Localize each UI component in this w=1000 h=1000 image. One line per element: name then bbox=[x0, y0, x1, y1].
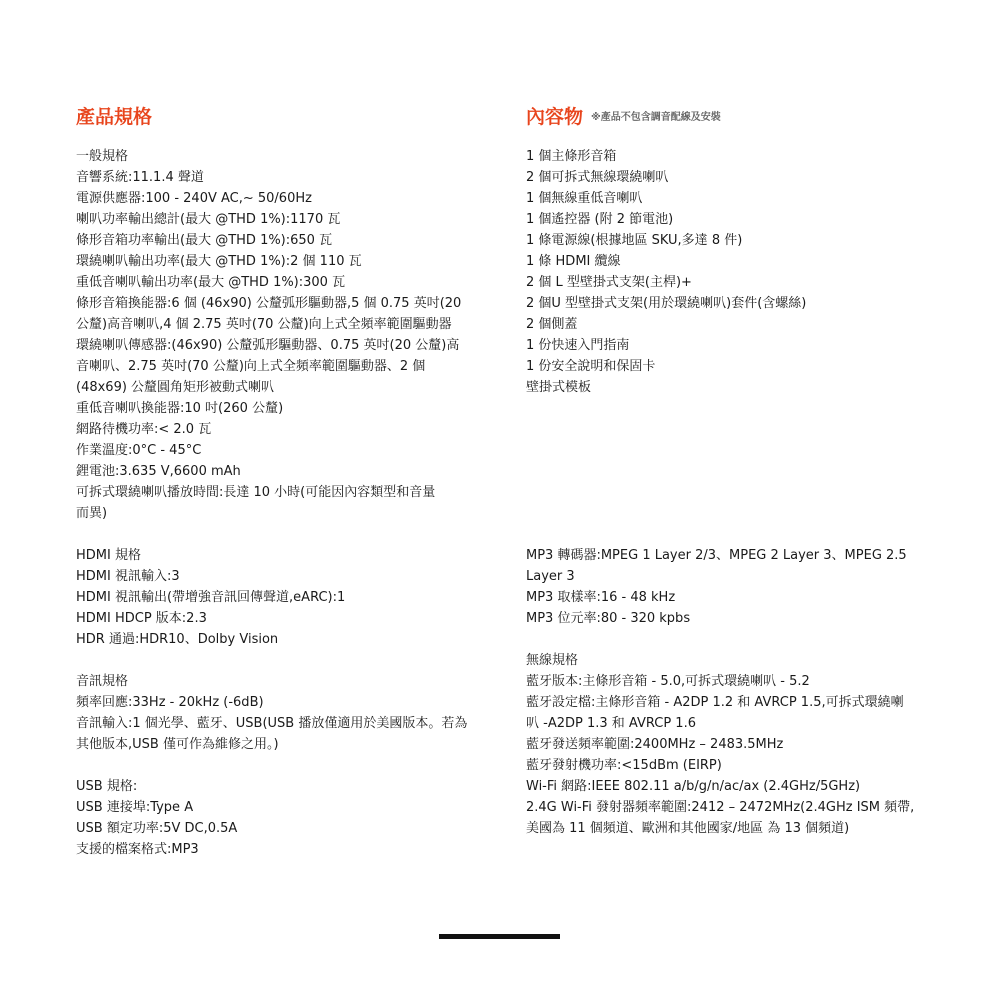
spec-line: 其他版本,USB 僅可作為維修之用。) bbox=[76, 737, 279, 752]
box-contents-list bbox=[526, 146, 926, 398]
spec-line: 藍牙設定檔:主條形音箱 - A2DP 1.2 和 AVRCP 1.5,可拆式環繞喇 bbox=[526, 695, 904, 710]
spec-line: 音響系統:11.1.4 聲道 bbox=[76, 170, 204, 185]
spec-line: MP3 位元率:80 - 320 kpbs bbox=[526, 611, 691, 626]
box-contents-title-text: 內容物 bbox=[526, 106, 584, 128]
spec-line: 1 份快速入門指南 bbox=[526, 338, 630, 353]
audio-specs bbox=[76, 671, 476, 755]
box-contents-title bbox=[526, 104, 926, 134]
spec-line: 藍牙發送頻率範圍:2400MHz – 2483.5MHz bbox=[526, 737, 784, 752]
spec-line: 音訊規格 bbox=[76, 674, 129, 689]
spec-line: 一般規格 bbox=[76, 149, 129, 164]
spec-line: MP3 取樣率:16 - 48 kHz bbox=[526, 590, 676, 605]
spec-line: 重低音喇叭換能器:10 吋(260 公釐) bbox=[76, 401, 284, 416]
spec-line: 1 個主條形音箱 bbox=[526, 149, 617, 164]
mp3-specs bbox=[526, 545, 926, 629]
spec-line: 公釐)高音喇叭,4 個 2.75 英吋(70 公釐)向上式全頻率範圍驅動器 bbox=[76, 317, 452, 332]
spec-line: 2.4G Wi-Fi 發射器頻率範圍:2412 – 2472MHz(2.4GHz ISM 頻帶, bbox=[526, 800, 915, 815]
spec-line: 頻率回應:33Hz - 20kHz (-6dB) bbox=[76, 695, 264, 710]
product-specs-title: 產品規格 bbox=[76, 106, 153, 128]
hdmi-specs bbox=[76, 545, 476, 650]
spec-line: USB 規格: bbox=[76, 779, 138, 794]
spec-line: 而異) bbox=[76, 506, 108, 521]
spec-line: 1 個無線重低音喇叭 bbox=[526, 191, 643, 206]
usb-specs bbox=[76, 776, 476, 860]
wireless-specs bbox=[526, 650, 926, 839]
spec-line: 喇叭功率輸出總計(最大 @THD 1%):1170 瓦 bbox=[76, 212, 341, 227]
spec-line: (48x69) 公釐圓角矩形被動式喇叭 bbox=[76, 380, 275, 395]
spec-line: 可拆式環繞喇叭播放時間:長達 10 小時(可能因內容類型和音量 bbox=[76, 485, 436, 500]
bottom-divider-bar bbox=[439, 934, 560, 939]
spec-line: 1 個遙控器 (附 2 節電池) bbox=[526, 212, 674, 227]
spec-line: 藍牙版本:主條形音箱 - 5.0,可拆式環繞喇叭 - 5.2 bbox=[526, 674, 810, 689]
spec-line: 電源供應器:100 - 240V AC,~ 50/60Hz bbox=[76, 191, 312, 206]
spec-line: 無線規格 bbox=[526, 653, 579, 668]
spec-line: 叭 -A2DP 1.3 和 AVRCP 1.6 bbox=[526, 716, 696, 731]
spec-line: 2 個側蓋 bbox=[526, 317, 578, 332]
spec-line: 2 個可拆式無線環繞喇叭 bbox=[526, 170, 669, 185]
spec-line: Layer 3 bbox=[526, 569, 575, 584]
spec-line: HDR 通過:HDR10、Dolby Vision bbox=[76, 632, 279, 647]
spec-line: 作業溫度:0°C - 45°C bbox=[76, 443, 202, 458]
spec-line: 2 個 L 型壁掛式支架(主桿)+ bbox=[526, 275, 692, 290]
spec-line: 網路待機功率:< 2.0 瓦 bbox=[76, 422, 212, 437]
spec-line: 2 個U 型壁掛式支架(用於環繞喇叭)套件(含螺絲) bbox=[526, 296, 807, 311]
box-contents-note: ※產品不包含調音配線及安裝 bbox=[591, 111, 721, 123]
spec-line: 壁掛式模板 bbox=[526, 380, 592, 395]
spec-line: 美國為 11 個頻道、歐洲和其他國家/地區 為 13 個頻道) bbox=[526, 821, 850, 836]
spec-line: 1 條電源線(根據地區 SKU,多達 8 件) bbox=[526, 233, 743, 248]
box-contents-column bbox=[526, 104, 926, 839]
general-specs bbox=[76, 146, 476, 524]
spec-line: MP3 轉碼器:MPEG 1 Layer 2/3、MPEG 2 Layer 3、MPEG 2.5 bbox=[526, 548, 907, 563]
spec-line: HDMI 視訊輸出(帶增強音訊回傳聲道,eARC):1 bbox=[76, 590, 346, 605]
spec-line: HDMI 規格 bbox=[76, 548, 141, 563]
spec-line: 音喇叭、2.75 英吋(70 公釐)向上式全頻率範圍驅動器、2 個 bbox=[76, 359, 426, 374]
spec-line: 環繞喇叭傳感器:(46x90) 公釐弧形驅動器、0.75 英吋(20 公釐)高 bbox=[76, 338, 460, 353]
spec-line: USB 額定功率:5V DC,0.5A bbox=[76, 821, 238, 836]
spec-line: 1 份安全說明和保固卡 bbox=[526, 359, 656, 374]
spec-line: 條形音箱換能器:6 個 (46x90) 公釐弧形驅動器,5 個 0.75 英吋(20 bbox=[76, 296, 462, 311]
spec-line: 條形音箱功率輸出(最大 @THD 1%):650 瓦 bbox=[76, 233, 333, 248]
spec-line: 鋰電池:3.635 V,6600 mAh bbox=[76, 464, 241, 479]
spec-line: 音訊輸入:1 個光學、藍牙、USB(USB 播放僅適用於美國版本。若為 bbox=[76, 716, 468, 731]
spec-line: 1 條 HDMI 纜線 bbox=[526, 254, 621, 269]
spec-line: USB 連接埠:Type A bbox=[76, 800, 194, 815]
spec-line: 重低音喇叭輸出功率(最大 @THD 1%):300 瓦 bbox=[76, 275, 346, 290]
spec-line: Wi-Fi 網路:IEEE 802.11 a/b/g/n/ac/ax (2.4GHz/5GHz) bbox=[526, 779, 861, 794]
spec-line: 藍牙發射機功率:<15dBm (EIRP) bbox=[526, 758, 722, 773]
spec-line: HDMI HDCP 版本:2.3 bbox=[76, 611, 207, 626]
spec-line: 支援的檔案格式:MP3 bbox=[76, 842, 199, 857]
product-specs-column bbox=[76, 104, 476, 860]
spec-line: 環繞喇叭輸出功率(最大 @THD 1%):2 個 110 瓦 bbox=[76, 254, 362, 269]
spec-line: HDMI 視訊輸入:3 bbox=[76, 569, 180, 584]
